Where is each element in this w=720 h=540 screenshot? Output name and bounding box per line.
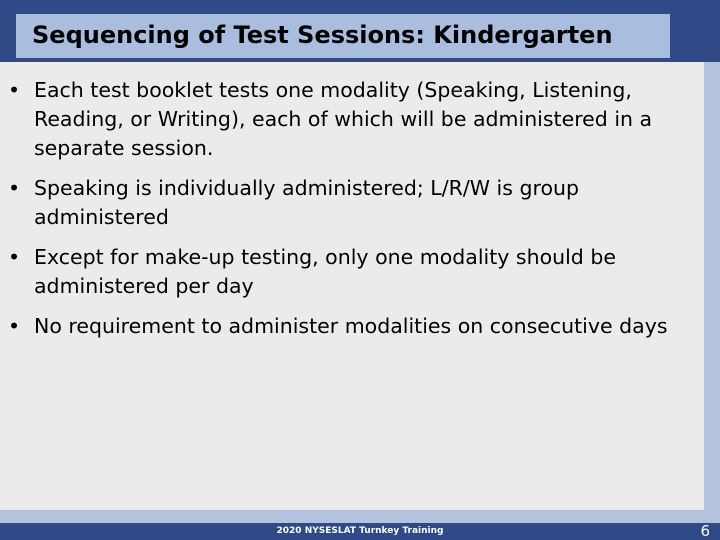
bullet-icon: • <box>8 78 21 102</box>
right-decorative-strip <box>704 62 720 540</box>
page-number: 6 <box>700 522 710 540</box>
bottom-decorative-strip <box>0 510 720 523</box>
bullet-item <box>8 312 698 341</box>
bullet-icon: • <box>8 245 21 269</box>
bullet-item <box>8 76 698 163</box>
bullet-item <box>8 243 698 301</box>
bullet-text: No requirement to administer modalities on consecutive days <box>34 314 668 338</box>
bullet-icon: • <box>8 176 21 200</box>
footer-text: 2020 NYSESLAT Turnkey Training <box>276 526 444 536</box>
bullet-text: Each test booklet tests one modality (Speaking, Listening, Reading, or Writing), each of which will be administered in a separate session. <box>34 78 653 160</box>
slide-title: Sequencing of Test Sessions: Kindergarten <box>32 21 613 49</box>
bullet-icon: • <box>8 314 21 338</box>
bullet-item <box>8 174 698 232</box>
bullet-list <box>8 76 698 352</box>
bullet-text: Except for make-up testing, only one modality should be administered per day <box>34 245 616 298</box>
bullet-text: Speaking is individually administered; L/R/W is group administered <box>34 176 579 229</box>
